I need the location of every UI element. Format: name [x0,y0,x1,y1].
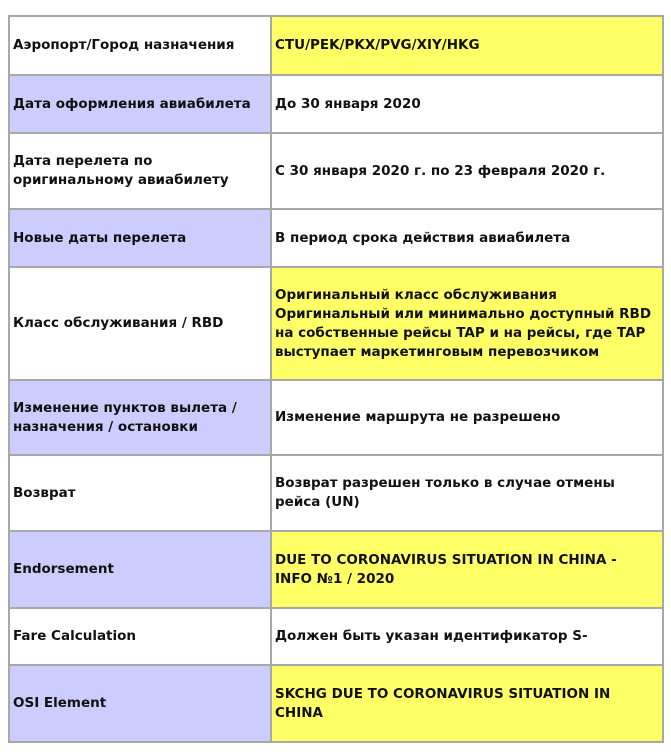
row-value-cell [271,267,663,380]
row-value: Оригинальный класс обслуживания Оригинальный или минимально доступный RBD на собственные рейсы TAP и на рейсы, где TAP выступает маркетинговым перевозчиком [275,286,652,360]
row-value: До 30 января 2020 [275,95,421,112]
row-label-cell [9,209,271,267]
row-value-cell [271,16,663,75]
table-row [9,665,663,742]
row-label-cell [9,267,271,380]
row-value-cell [271,665,663,742]
row-value: DUE TO CORONAVIRUS SITUATION IN CHINA - INFO №1 / 2020 [275,551,617,587]
row-value-cell [271,531,663,608]
row-label: Возврат [13,484,76,501]
row-value-cell [271,209,663,267]
row-value-cell [271,380,663,455]
table-row [9,133,663,209]
row-label: Fare Calculation [13,628,137,644]
info-table [8,15,664,743]
row-label: Аэропорт/Город назначения [13,37,235,53]
row-value-cell [271,455,663,531]
row-label-cell [9,133,271,209]
row-label-cell [9,16,271,75]
table-row [9,209,663,267]
row-label-cell [9,455,271,531]
table-row [9,16,663,75]
row-label-cell [9,608,271,665]
row-label-cell [9,380,271,455]
row-value-cell [271,133,663,209]
row-label-cell [9,75,271,133]
table-row [9,455,663,531]
row-value: Должен быть указан идентификатор S- [275,628,588,644]
row-value: CTU/PEK/PKX/PVG/XIY/HKG [275,37,480,53]
row-label: Новые даты перелета [13,229,187,246]
table-row [9,608,663,665]
row-label: Класс обслуживания / RBD [13,315,224,331]
row-label: Дата перелета по оригинальному авиабилету [13,153,229,188]
row-value: Изменение маршрута не разрешено [275,409,561,425]
table-row [9,380,663,455]
row-label: Изменение пунктов вылета / назначения / остановки [13,399,237,435]
table-row [9,531,663,608]
row-value: SKCHG DUE TO CORONAVIRUS SITUATION IN CHINA [275,685,611,721]
row-label-cell [9,665,271,742]
row-value-cell [271,608,663,665]
row-label: OSI Element [13,695,107,711]
row-label: Endorsement [13,561,114,577]
row-value: С 30 января 2020 г. по 23 февраля 2020 г. [275,162,606,179]
table-row [9,75,663,133]
row-value-cell [271,75,663,133]
row-label: Дата оформления авиабилета [13,95,251,112]
row-label-cell [9,531,271,608]
row-value: Возврат разрешен только в случае отмены рейса (UN) [275,475,615,510]
table-row [9,267,663,380]
row-value: В период срока действия авиабилета [275,229,571,246]
